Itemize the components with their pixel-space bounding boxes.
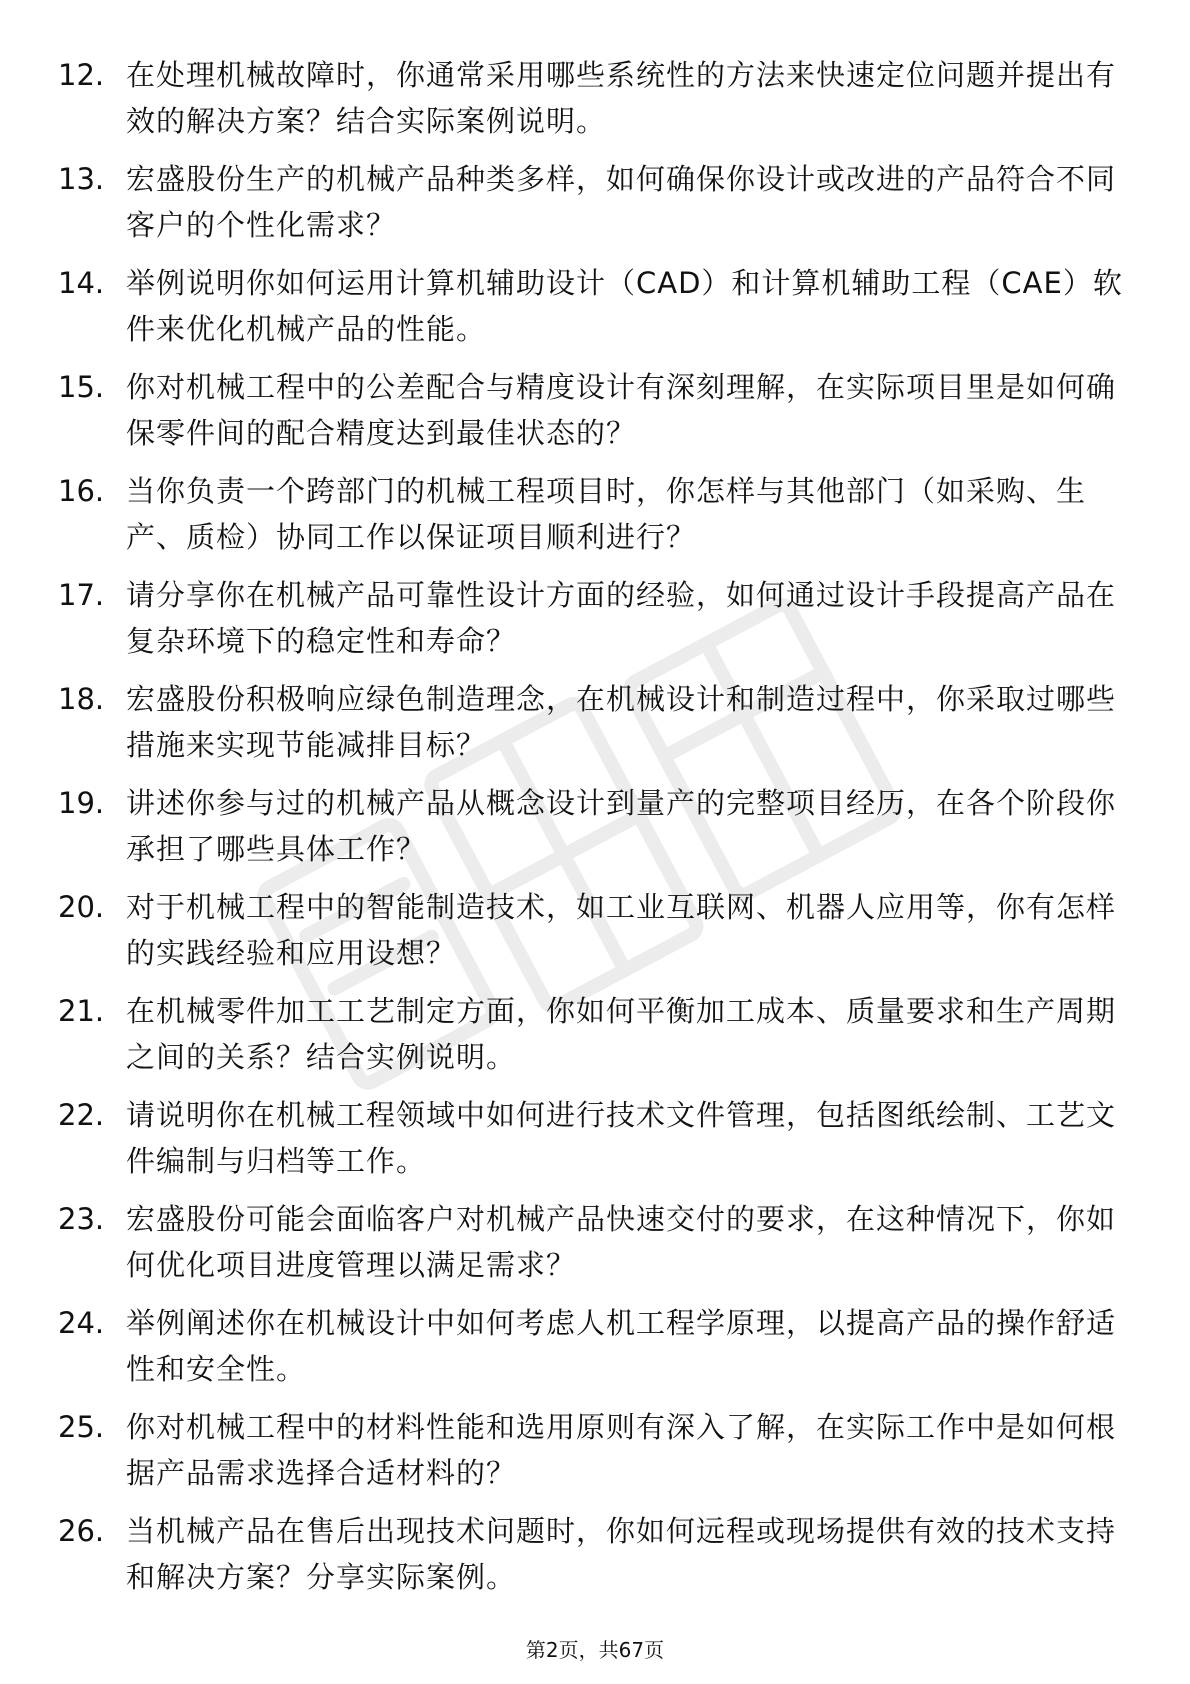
- question-number: 26.: [58, 1514, 105, 1548]
- question-text: 宏盛股份积极响应绿色制造理念，在机械设计和制造过程中，你采取过哪些措施来实现节能减排目标？: [126, 682, 1117, 762]
- question-number: 19.: [58, 786, 105, 820]
- question-text: 当你负责一个跨部门的机械工程项目时，你怎样与其他部门（如采购、生产、质检）协同工作以保证项目顺利进行？: [126, 474, 1087, 554]
- question-item: [58, 1404, 1128, 1508]
- question-text: 举例阐述你在机械设计中如何考虑人机工程学原理，以提高产品的操作舒适性和安全性。: [126, 1306, 1117, 1386]
- question-text: 请说明你在机械工程领域中如何进行技术文件管理，包括图纸绘制、工艺文件编制与归档等工作。: [126, 1098, 1117, 1178]
- question-item: [58, 572, 1128, 676]
- question-item: [58, 52, 1128, 156]
- question-text: 你对机械工程中的公差配合与精度设计有深刻理解，在实际项目里是如何确保零件间的配合精度达到最佳状态的？: [126, 370, 1117, 450]
- question-number: 24.: [58, 1306, 105, 1340]
- question-number: 16.: [58, 474, 105, 508]
- question-item: [58, 1508, 1128, 1612]
- question-text: 宏盛股份生产的机械产品种类多样，如何确保你设计或改进的产品符合不同客户的个性化需求？: [126, 162, 1117, 242]
- page-footer: [0, 1636, 1190, 1664]
- page-number-label: 第2页，共67页: [525, 1638, 665, 1662]
- question-item: [58, 884, 1128, 988]
- question-text: 当机械产品在售后出现技术问题时，你如何远程或现场提供有效的技术支持和解决方案？分享实际案例。: [126, 1514, 1117, 1594]
- question-item: [58, 676, 1128, 780]
- question-text: 宏盛股份可能会面临客户对机械产品快速交付的要求，在这种情况下，你如何优化项目进度管理以满足需求？: [126, 1202, 1117, 1282]
- question-item: [58, 988, 1128, 1092]
- question-item: [58, 1300, 1128, 1404]
- question-number: 13.: [58, 162, 105, 196]
- question-list: [58, 52, 1128, 1612]
- question-text: 你对机械工程中的材料性能和选用原则有深入了解，在实际工作中是如何根据产品需求选择合适材料的？: [126, 1410, 1117, 1490]
- question-item: [58, 260, 1128, 364]
- question-item: [58, 364, 1128, 468]
- question-number: 23.: [58, 1202, 105, 1236]
- question-text: 对于机械工程中的智能制造技术，如工业互联网、机器人应用等，你有怎样的实践经验和应用设想？: [126, 890, 1117, 970]
- question-item: [58, 1196, 1128, 1300]
- question-number: 17.: [58, 578, 105, 612]
- question-number: 25.: [58, 1410, 105, 1444]
- question-number: 12.: [58, 58, 105, 92]
- question-number: 20.: [58, 890, 105, 924]
- question-item: [58, 156, 1128, 260]
- question-item: [58, 468, 1128, 572]
- question-text: 讲述你参与过的机械产品从概念设计到量产的完整项目经历，在各个阶段你承担了哪些具体工作？: [126, 786, 1117, 866]
- question-number: 18.: [58, 682, 105, 716]
- question-number: 22.: [58, 1098, 105, 1132]
- question-text: 在处理机械故障时，你通常采用哪些系统性的方法来快速定位问题并提出有效的解决方案？结合实际案例说明。: [126, 58, 1117, 138]
- question-number: 21.: [58, 994, 105, 1028]
- question-text: 在机械零件加工工艺制定方面，你如何平衡加工成本、质量要求和生产周期之间的关系？结合实例说明。: [126, 994, 1117, 1074]
- question-text: 举例说明你如何运用计算机辅助设计（CAD）和计算机辅助工程（CAE）软件来优化机械产品的性能。: [126, 266, 1123, 346]
- question-text: 请分享你在机械产品可靠性设计方面的经验，如何通过设计手段提高产品在复杂环境下的稳定性和寿命？: [126, 578, 1117, 658]
- question-number: 15.: [58, 370, 105, 404]
- question-item: [58, 1092, 1128, 1196]
- question-item: [58, 780, 1128, 884]
- question-number: 14.: [58, 266, 105, 300]
